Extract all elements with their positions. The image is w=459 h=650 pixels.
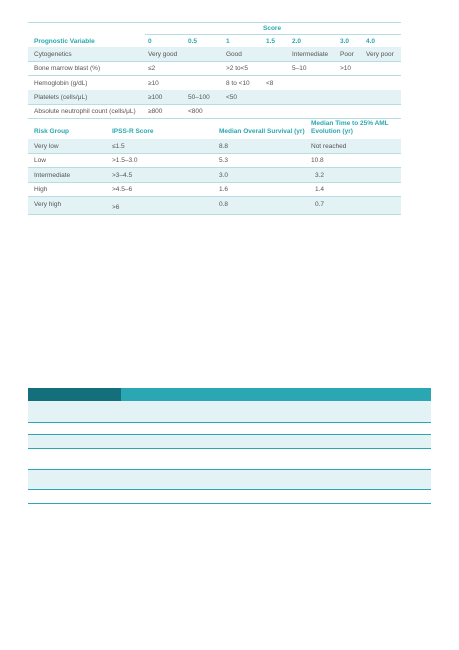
table-row: [28, 435, 431, 448]
median-os: 1.6: [219, 186, 229, 193]
risk-group: Low: [34, 157, 46, 164]
row-divider: [28, 182, 401, 183]
cell: 8 to <10: [226, 80, 250, 87]
median-aml: 10.8: [311, 157, 324, 164]
ipss-score: >3–4.5: [112, 172, 133, 179]
score-col-0-5: 0.5: [188, 38, 198, 45]
median-aml-header-line2: Evolution (yr): [311, 128, 353, 135]
row-label: Absolute neutrophil count (cells/μL): [34, 108, 136, 115]
cell: <800: [188, 108, 203, 115]
risk-group: Intermediate: [34, 172, 71, 179]
table-row: [28, 490, 431, 503]
cell: 50–100: [188, 94, 210, 101]
score-col-2: 2.0: [292, 38, 302, 45]
median-os: 8.8: [219, 143, 229, 150]
score-col-1-5: 1.5: [266, 38, 276, 45]
cell: <8: [266, 80, 274, 87]
risk-group: Very low: [34, 143, 59, 150]
empty-table-header-accent: [28, 388, 121, 401]
cell: 5–10: [292, 65, 307, 72]
median-os: 3.0: [219, 172, 229, 179]
cell: >10: [340, 65, 352, 72]
row-divider: [28, 118, 401, 119]
table-row: [28, 449, 431, 469]
median-aml-header-line1: Median Time to 25% AML: [311, 120, 389, 127]
score-col-0: 0: [148, 38, 152, 45]
cell: ≥10: [148, 80, 159, 87]
risk-group-header: Risk Group: [34, 128, 70, 135]
row-label: Bone marrow blast (%): [34, 65, 101, 72]
table-row: [28, 401, 431, 422]
row-divider: [28, 61, 401, 62]
median-aml: 3.2: [315, 172, 325, 179]
score-subrule: [145, 34, 401, 35]
prognostic-variable-header: Prognostic Variable: [34, 38, 95, 45]
score-title: Score: [263, 25, 282, 32]
cell: Very good: [148, 51, 178, 58]
row-divider: [28, 75, 401, 76]
row-divider: [28, 104, 401, 105]
row-divider: [28, 503, 431, 504]
cell: <50: [226, 94, 238, 101]
table-row: [28, 197, 401, 214]
median-os-header: Median Overall Survival (yr): [219, 128, 305, 135]
median-os: 0.8: [219, 201, 229, 208]
row-label: Platelets (cells/μL): [34, 94, 88, 101]
score-col-1: 1: [226, 38, 230, 45]
median-aml: 0.7: [315, 201, 325, 208]
cell: Intermediate: [292, 51, 329, 58]
ipss-score: >1.5–3.0: [112, 157, 138, 164]
ipss-score: ≤1.5: [112, 143, 125, 150]
cell: ≥800: [148, 108, 163, 115]
table-row: [28, 423, 431, 434]
ipss-score-header: IPSS-R Score: [112, 128, 154, 135]
cell: Poor: [340, 51, 354, 58]
ipss-score: >4.5–6: [112, 186, 133, 193]
cell: Very poor: [366, 51, 394, 58]
risk-group: High: [34, 186, 48, 193]
row-label: Hemoglobin (g/dL): [34, 80, 88, 87]
cell: ≤2: [148, 65, 156, 72]
median-aml: 1.4: [315, 186, 325, 193]
table-top-rule: [28, 22, 401, 23]
table-row: [28, 168, 401, 182]
risk-group: Very high: [34, 201, 62, 208]
cell: Good: [226, 51, 242, 58]
median-os: 5.3: [219, 157, 229, 164]
cell: >2 to<5: [226, 65, 249, 72]
row-label: Cytogenetics: [34, 51, 72, 58]
row-divider: [28, 153, 401, 154]
cell: ≥100: [148, 94, 163, 101]
ipss-score: >6: [112, 204, 120, 211]
score-col-4: 4.0: [366, 38, 376, 45]
score-col-3: 3.0: [340, 38, 350, 45]
row-divider: [28, 214, 401, 215]
table-row: [28, 470, 431, 489]
median-aml: Not reached: [311, 143, 347, 150]
